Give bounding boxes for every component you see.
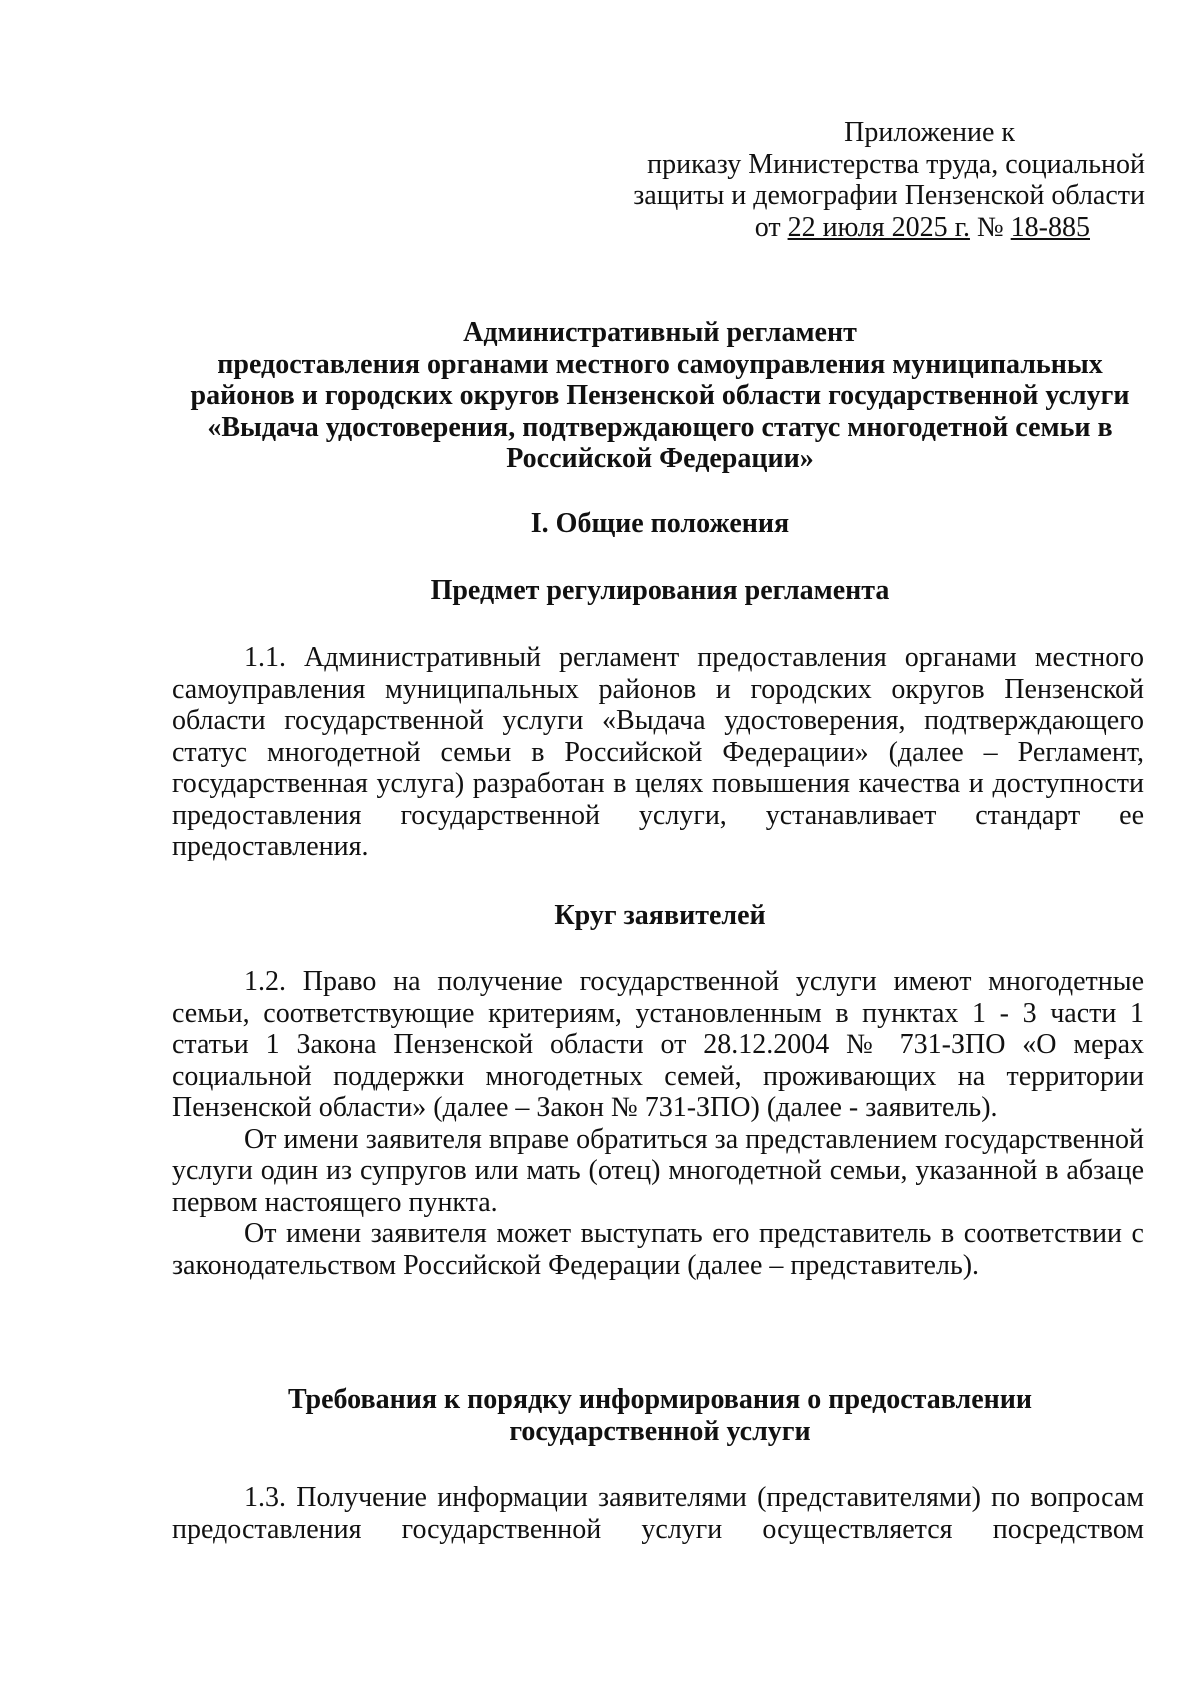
order-number: 18-885	[1010, 211, 1090, 243]
paragraph-1-3-text: 1.3. Получение информации заявителями (представителями) по вопросам предоставления государственной услуги осуществляется посредством	[172, 1482, 1144, 1545]
subheading-subject: Предмет регулирования регламента	[430, 575, 890, 606]
subheading-applicants: Круг заявителей	[554, 900, 766, 931]
paragraph-1-1-text: 1.1. Административный регламент предоставления органами местного самоуправления муниципальных районов и городских округов Пензенской области государственной услуги «Выдача удостоверения, подтверждающего статус многодетной семьи в Российской Федерации» (далее – Регламент, государственная услуга) разработан в целях повышения качества и доступности предоставления государственной услуги, устанавливает стандарт ее предоставления.	[172, 642, 1144, 862]
appendix-line-1: Приложение к	[844, 117, 1015, 148]
order-date: 22 июля 2025 г.	[787, 211, 970, 243]
informing-heading-line-2: государственной услуги	[509, 1415, 811, 1447]
subheading-informing	[170, 1384, 1150, 1447]
paragraph-1-2-third: От имени заявителя может выступать его представитель в соответствии с законодательством Российской Федерации (далее – представитель).	[172, 1218, 1144, 1281]
title-line-2: предоставления органами местного самоуправления муниципальных	[217, 348, 1103, 380]
title-line-4: «Выдача удостоверения, подтверждающего статус многодетной семьи в	[207, 411, 1113, 443]
order-number-prefix: №	[969, 211, 1011, 243]
paragraph-1-1	[172, 642, 1144, 863]
paragraph-1-3	[172, 1482, 1144, 1545]
title-line-5: Российской Федерации»	[506, 443, 814, 474]
paragraph-1-2-block	[172, 966, 1144, 1281]
document-title	[170, 317, 1150, 475]
order-date-prefix: от	[754, 211, 788, 243]
informing-heading-line-1: Требования к порядку информирования о предоставлении	[287, 1384, 1033, 1415]
paragraph-1-2-second: От имени заявителя вправе обратиться за представлением государственной услуги один из супругов или мать (отец) многодетной семьи, указанной в абзаце первом настоящего пункта.	[172, 1123, 1144, 1218]
title-line-1: Административный регламент	[463, 317, 857, 348]
appendix-header	[585, 117, 1145, 243]
appendix-line-3: защиты и демографии Пензенской области	[633, 180, 1145, 211]
appendix-line-2: приказу Министерства труда, социальной	[647, 148, 1145, 180]
section-heading-general: I. Общие положения	[530, 508, 790, 539]
paragraph-1-2-text: 1.2. Право на получение государственной услуги имеют многодетные семьи, соответствующие критериям, установленным в пунктах 1 - 3 части 1 статьи 1 Закона Пензенской области от 28.12.2004 № 731-ЗПО «О мерах социальной поддержки многодетных семей, проживающих на территории Пензенской области» (далее – Закон № 731-ЗПО) (далее - заявитель).	[172, 966, 1144, 1123]
appendix-order-line	[585, 212, 1145, 244]
title-line-3: районов и городских округов Пензенской области государственной услуги	[190, 380, 1130, 411]
